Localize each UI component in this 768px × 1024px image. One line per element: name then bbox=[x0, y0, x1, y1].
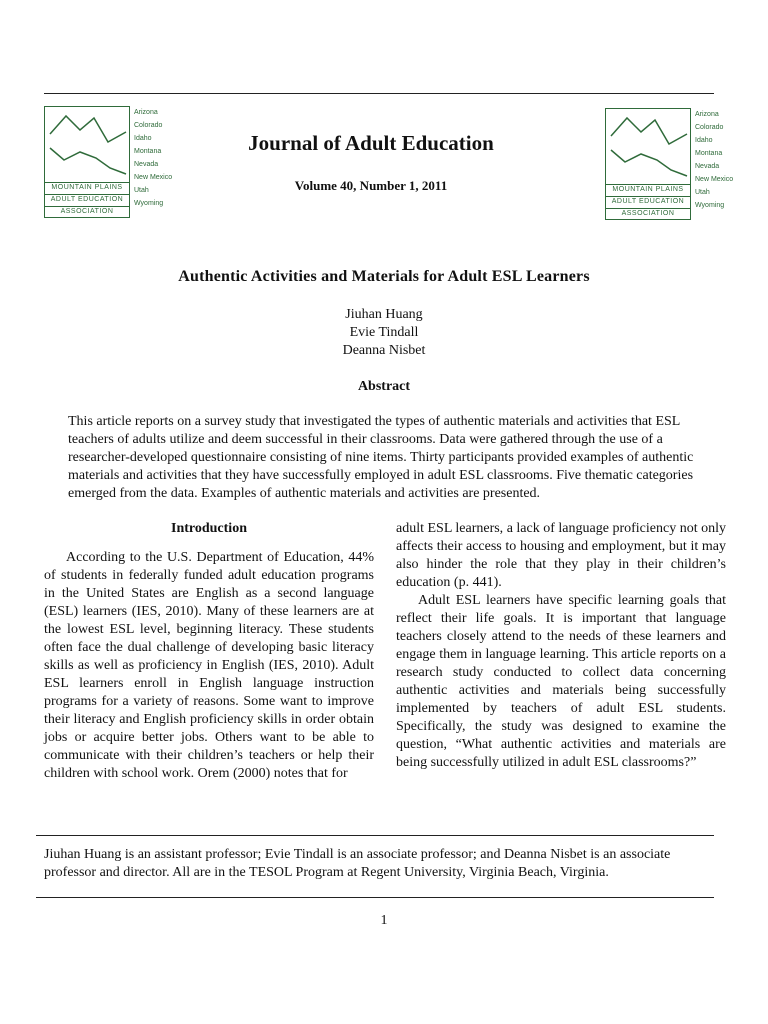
state-label: Montana bbox=[695, 150, 723, 157]
body-paragraph: adult ESL learners, a lack of language proficiency not only affects their access to housing and employment, but it may also hinder the role that they play in their children’s education (p. 441). bbox=[396, 521, 726, 590]
logo-org-line: MOUNTAIN PLAINS bbox=[605, 184, 691, 195]
author-name: Evie Tindall bbox=[349, 325, 419, 340]
footnote-top-rule bbox=[36, 835, 714, 836]
journal-title: Journal of Adult Education bbox=[248, 131, 494, 155]
logo-org-line: ASSOCIATION bbox=[605, 208, 691, 219]
logo-org-line: ADULT EDUCATION bbox=[605, 196, 691, 207]
right-column bbox=[396, 520, 726, 772]
state-label: Wyoming bbox=[695, 202, 725, 209]
body-paragraph: Adult ESL learners have specific learning goals that reflect their life goals. It is important that language teachers closely attend to the needs of these learners and engage them in language learning. This article reports on a research study conducted to collect data concerning authentic activities and materials being successfully implemented by teachers of adult ESL students. Specifically, the study was designed to examine the question, “What authentic activities and materials are being successfully utilized in adult ESL classrooms?” bbox=[396, 593, 726, 770]
abstract-heading: Abstract bbox=[357, 379, 411, 394]
author-name: Jiuhan Huang bbox=[345, 307, 423, 322]
journal-volume: Volume 40, Number 1, 2011 bbox=[294, 178, 448, 193]
header-rule bbox=[44, 93, 714, 94]
introduction-heading: Introduction bbox=[171, 521, 247, 536]
state-label: Colorado bbox=[695, 124, 724, 131]
state-label: New Mexico bbox=[134, 174, 173, 181]
abstract-text: This article reports on a survey study that investigated the types of authentic materials and activities that ESL teachers of adults utilize and deem successful in their classrooms. Data were gathered through the use of a researcher-developed questionnaire consisting of nine items. Thirty participants provided examples of authentic materials and activities that they have successfully employed in adult ESL classrooms. Five thematic categories emerged from the data. Examples of authentic materials and activities are presented. bbox=[68, 414, 694, 501]
state-label: Idaho bbox=[695, 137, 713, 144]
state-label: Wyoming bbox=[134, 200, 164, 207]
body-paragraph: According to the U.S. Department of Education, 44% of students in federally funded adult education programs in the United States are English as a second language (ESL) learners (IES, 2010). Many of these learners are at the lowest ESL level, beginning literacy. These students often face the dual challenge of developing basic literacy skills as well as proficiency in English (IES, 2010). Adult ESL learners enroll in English language instruction programs for a variety of reasons. Some want to improve their literacy and English proficiency skills in order obtain jobs or acquire better jobs. Others want to be able to communicate with their children’s teachers or help their children with school work. Orem (2000) notes that for bbox=[44, 550, 374, 781]
logo-states bbox=[134, 106, 172, 210]
state-label: Arizona bbox=[695, 111, 719, 118]
logo-org-line: ASSOCIATION bbox=[44, 206, 130, 217]
author-name: Deanna Nisbet bbox=[342, 343, 426, 358]
state-label: Utah bbox=[695, 189, 710, 196]
footnote-bottom-rule bbox=[36, 897, 714, 898]
state-label: Utah bbox=[134, 187, 149, 194]
state-label: New Mexico bbox=[695, 176, 734, 183]
state-label: Nevada bbox=[695, 163, 720, 170]
mpaea-logo-right bbox=[605, 108, 741, 220]
mpaea-logo-left bbox=[44, 106, 180, 218]
author-footnote: Jiuhan Huang is an assistant professor; Evie Tindall is an associate professor; and Deanna Nisbet is an associate professor and director. All are in the TESOL Program at Regent University, Virginia Beach, Virginia. bbox=[44, 847, 671, 880]
page-number: 1 bbox=[380, 913, 388, 928]
state-label: Arizona bbox=[134, 109, 158, 116]
state-label: Idaho bbox=[134, 135, 152, 142]
logo-org-line: MOUNTAIN PLAINS bbox=[44, 182, 130, 193]
state-label: Montana bbox=[134, 148, 162, 155]
state-label: Nevada bbox=[134, 161, 159, 168]
logo-org-line: ADULT EDUCATION bbox=[44, 194, 130, 205]
left-column bbox=[44, 520, 374, 783]
state-label: Colorado bbox=[134, 122, 163, 129]
logo-states bbox=[695, 108, 733, 212]
article-title: Authentic Activities and Materials for Adult ESL Learners bbox=[178, 268, 590, 285]
